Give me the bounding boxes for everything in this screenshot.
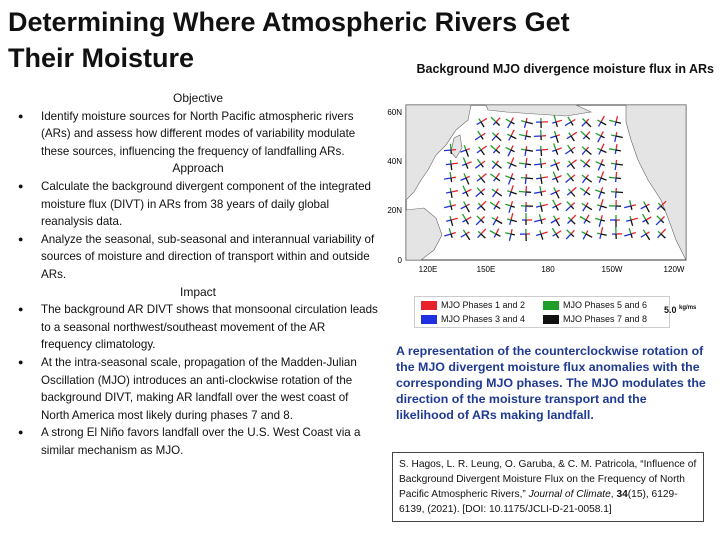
- citation-text: S. Hagos, L. R. Leung, O. Garuba, & C. M. Patricola, “Influence of Background Divergent Moisture Flux on the Frequency of North Pacific Atmospheric Rivers,”: [399, 459, 697, 500]
- page-title: Determining Where Atmospheric Rivers Get Their Moisture: [8, 7, 570, 73]
- bullet-icon: ●: [18, 427, 24, 438]
- legend-swatch: [543, 315, 559, 324]
- flux-arrow: [616, 178, 621, 179]
- approach-list: [18, 178, 378, 284]
- list-item: ● Identify moisture sources for North Pacific atmospheric rivers (ARs) and assess how different modes of variability modulate these sources, influencing the frequency of landfalling ARs.: [18, 109, 356, 158]
- lon-label: 120W: [663, 265, 685, 274]
- list-item: ● At the intra-seasonal scale, propagation of the Madden-Julian Oscillation (MJO) introduces an anti-clockwise rotation of the background DIVT, making AR landfall over the west coast of North America most likely during phases 7 and 8.: [18, 355, 357, 422]
- flux-arrow: [534, 164, 541, 165]
- flux-arrow: [521, 178, 526, 179]
- lon-label: 180: [541, 265, 555, 274]
- list-item: ● A strong El Niño favors landfall over the U.S. West Coast via a similar mechanism as MJO.: [18, 426, 361, 457]
- flux-arrow: [541, 150, 542, 156]
- figure-title: Background MJO divergence moisture flux in ARs: [416, 62, 714, 76]
- flux-arrow: [526, 164, 531, 165]
- lat-label: 40N: [387, 157, 402, 166]
- flux-arrow: [525, 164, 526, 168]
- flux-arrow: [541, 192, 542, 196]
- flux-arrow: [631, 206, 632, 210]
- flux-arrow: [444, 150, 451, 151]
- approach-heading: Approach: [172, 161, 224, 176]
- flux-arrow: [616, 150, 621, 151]
- flux-arrow: [541, 164, 542, 168]
- legend-swatch: [421, 301, 437, 310]
- flux-arrow: [616, 172, 617, 178]
- flux-arrow: [616, 132, 617, 136]
- map-legend: [414, 296, 670, 328]
- list-item: ● Analyze the seasonal, sub-seasonal and interannual variability of sources of moisture and direction of transport within and outside ARs.: [18, 232, 375, 281]
- impact-list: [18, 301, 378, 459]
- flux-arrow: [451, 178, 452, 182]
- scale-reference: [664, 305, 696, 315]
- legend-entry: MJO Phases 1 and 2: [421, 300, 525, 310]
- flux-arrow: [451, 163, 458, 164]
- flux-arrow: [521, 149, 526, 150]
- bullet-icon: ●: [18, 356, 24, 367]
- flux-arrow: [525, 136, 526, 140]
- lon-label: 120E: [418, 265, 438, 274]
- lon-label: 150E: [476, 265, 496, 274]
- lat-label: 20N: [387, 206, 402, 215]
- flux-arrow: [446, 164, 451, 165]
- lat-label: 60N: [387, 108, 402, 117]
- flux-arrow: [450, 172, 451, 178]
- flux-arrow: [451, 164, 452, 170]
- bullet-icon: ●: [18, 233, 24, 244]
- lon-label: 150W: [601, 265, 623, 274]
- bullet-icon: ●: [18, 180, 24, 191]
- flux-arrow: [541, 178, 542, 184]
- moisture-flux-map: [376, 100, 694, 280]
- citation-issue: (15), 6129-6139, (2021). [DOI: 10.1175/JCLI-D-21-0058.1]: [399, 489, 678, 515]
- flux-arrow: [541, 163, 546, 164]
- legend-entry: MJO Phases 7 and 8: [543, 314, 647, 324]
- flux-arrow: [525, 178, 526, 184]
- flux-arrow: [526, 158, 527, 164]
- flux-arrow: [597, 233, 601, 234]
- scale-units: kg/ms: [679, 305, 697, 311]
- impact-heading: Impact: [179, 284, 216, 299]
- citation-volume: 34: [616, 489, 628, 500]
- legend-entry: MJO Phases 5 and 6: [543, 300, 647, 310]
- flux-arrow: [511, 234, 515, 235]
- objective-list: [18, 108, 378, 161]
- flux-arrow: [526, 178, 533, 179]
- bullet-icon: ●: [18, 304, 24, 315]
- flux-arrow: [611, 163, 616, 164]
- flux-arrow: [536, 178, 541, 179]
- list-item: ● The background AR DIVT shows that monsoonal circulation leads to a seasonal northwest/southeast movement of the AR frequency climatology.: [18, 303, 378, 352]
- objective-heading: Objective: [172, 91, 224, 105]
- flux-arrow: [616, 192, 623, 193]
- citation-journal: Journal of Climate: [528, 489, 611, 500]
- flux-arrow: [541, 149, 548, 150]
- flux-arrow: [609, 177, 616, 178]
- text-column: [18, 90, 378, 459]
- flux-arrow: [451, 177, 456, 178]
- legend-swatch: [543, 301, 559, 310]
- flux-arrow: [615, 164, 616, 170]
- figure-caption: A representation of the counterclockwise rotation of the MJO divergent moisture flux anomalies with the corresponding MJO phases. The MJO modulates the direction of the moisture transport and the likelihood of ARs making landfall.: [396, 344, 706, 422]
- legend-entry: MJO Phases 3 and 4: [421, 314, 525, 324]
- flux-arrow: [540, 158, 541, 164]
- flux-arrow: [451, 144, 452, 150]
- flux-arrow: [519, 192, 526, 193]
- scale-value: 5.0: [664, 305, 677, 315]
- lat-label: 0: [397, 256, 402, 265]
- citation-box: S. Hagos, L. R. Leung, O. Garuba, & C. M. Patricola, “Influence of Background Divergent Moisture Flux on the Frequency of North Pacific Atmospheric Rivers,” Journal of Climate, 34(15), 6129-6139, (2021). [DOI: 10.1175/JCLI-D-21-0058.1]: [392, 452, 704, 522]
- bullet-icon: ●: [18, 110, 24, 121]
- legend-swatch: [421, 315, 437, 324]
- list-item: ● Calculate the background divergent component of the integrated moisture flux (DIVT) in ARs from 38 years of daily global reanalysis data.: [18, 179, 371, 229]
- flux-arrow: [451, 206, 452, 210]
